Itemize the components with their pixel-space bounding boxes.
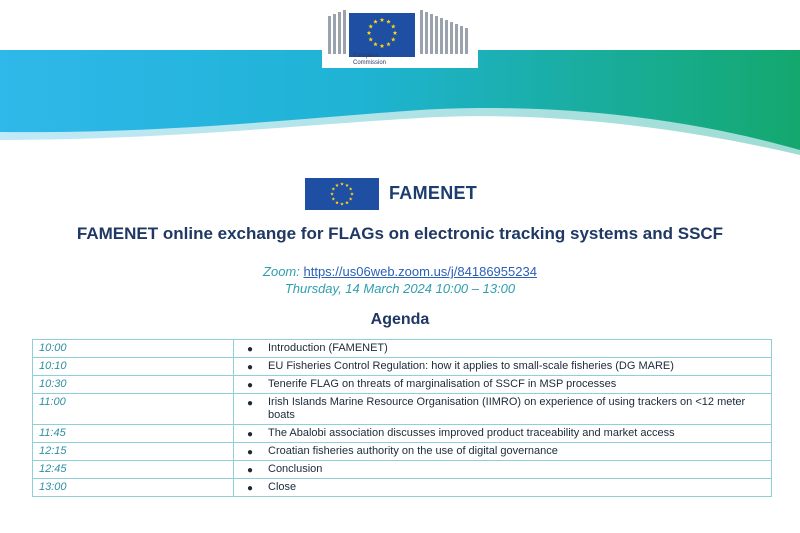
agenda-item — [234, 425, 772, 443]
agenda-time: 10:30 — [33, 376, 234, 394]
agenda-item-text: Irish Islands Marine Resource Organisation (IIMRO) on experience of using trackers on <12 meter boats — [268, 396, 746, 421]
agenda-item-text: The Abalobi association discusses improved product traceability and market access — [268, 427, 675, 439]
agenda-time: 10:00 — [33, 340, 234, 358]
agenda-item-text: Close — [268, 481, 297, 493]
agenda-item — [234, 358, 772, 376]
agenda-item — [234, 479, 772, 497]
european-commission-logo — [322, 4, 478, 68]
agenda-time: 11:00 — [33, 394, 234, 425]
ec-logo-line2: Commission — [353, 60, 387, 66]
agenda-item-text: Conclusion — [268, 463, 323, 475]
bullet-icon: ● — [246, 362, 254, 373]
agenda-row — [33, 358, 772, 376]
zoom-link[interactable]: https://us06web.zoom.us/j/84186955234 — [303, 264, 537, 279]
agenda-item-text: Croatian fisheries authority on the use of digital governance — [268, 445, 558, 457]
agenda-time: 12:45 — [33, 461, 234, 479]
bullet-icon: ● — [246, 429, 254, 440]
zoom-line — [0, 263, 800, 280]
famenet-wordmark: FAMENET — [389, 183, 478, 203]
zoom-label: Zoom: — [263, 264, 300, 279]
agenda-row — [33, 376, 772, 394]
agenda-item — [234, 376, 772, 394]
eu-flag-icon — [305, 178, 379, 210]
agenda-time: 10:10 — [33, 358, 234, 376]
agenda-item — [234, 340, 772, 358]
agenda-heading: Agenda — [370, 311, 430, 328]
ec-logo-text — [353, 53, 423, 67]
bullet-icon: ● — [246, 447, 254, 458]
event-date: Thursday, 14 March 2024 10:00 – 13:00 — [284, 281, 516, 296]
agenda-row — [33, 394, 772, 425]
agenda-item-text: Introduction (FAMENET) — [268, 342, 388, 354]
agenda-item-text: Tenerife FLAG on threats of marginalisation of SSCF in MSP processes — [268, 378, 617, 390]
agenda-table — [32, 339, 772, 497]
bullet-icon: ● — [246, 398, 254, 409]
agenda-row — [33, 443, 772, 461]
agenda-time: 11:45 — [33, 425, 234, 443]
agenda-row — [33, 461, 772, 479]
agenda-item — [234, 461, 772, 479]
bullet-icon: ● — [246, 380, 254, 391]
agenda-row — [33, 479, 772, 497]
agenda-item — [234, 443, 772, 461]
famenet-brand — [305, 178, 525, 210]
agenda-item-text: EU Fisheries Control Regulation: how it applies to small-scale fisheries (DG MARE) — [268, 360, 674, 372]
eu-flag-icon — [349, 13, 415, 57]
bullet-icon: ● — [246, 344, 254, 355]
agenda-item — [234, 394, 772, 425]
bullet-icon: ● — [246, 483, 254, 494]
page-title: FAMENET online exchange for FLAGs on electronic tracking systems and SSCF — [76, 224, 724, 243]
agenda-row — [33, 425, 772, 443]
ec-logo-line1: European — [353, 53, 380, 59]
agenda-time: 13:00 — [33, 479, 234, 497]
agenda-time: 12:15 — [33, 443, 234, 461]
bullet-icon: ● — [246, 465, 254, 476]
agenda-row — [33, 340, 772, 358]
